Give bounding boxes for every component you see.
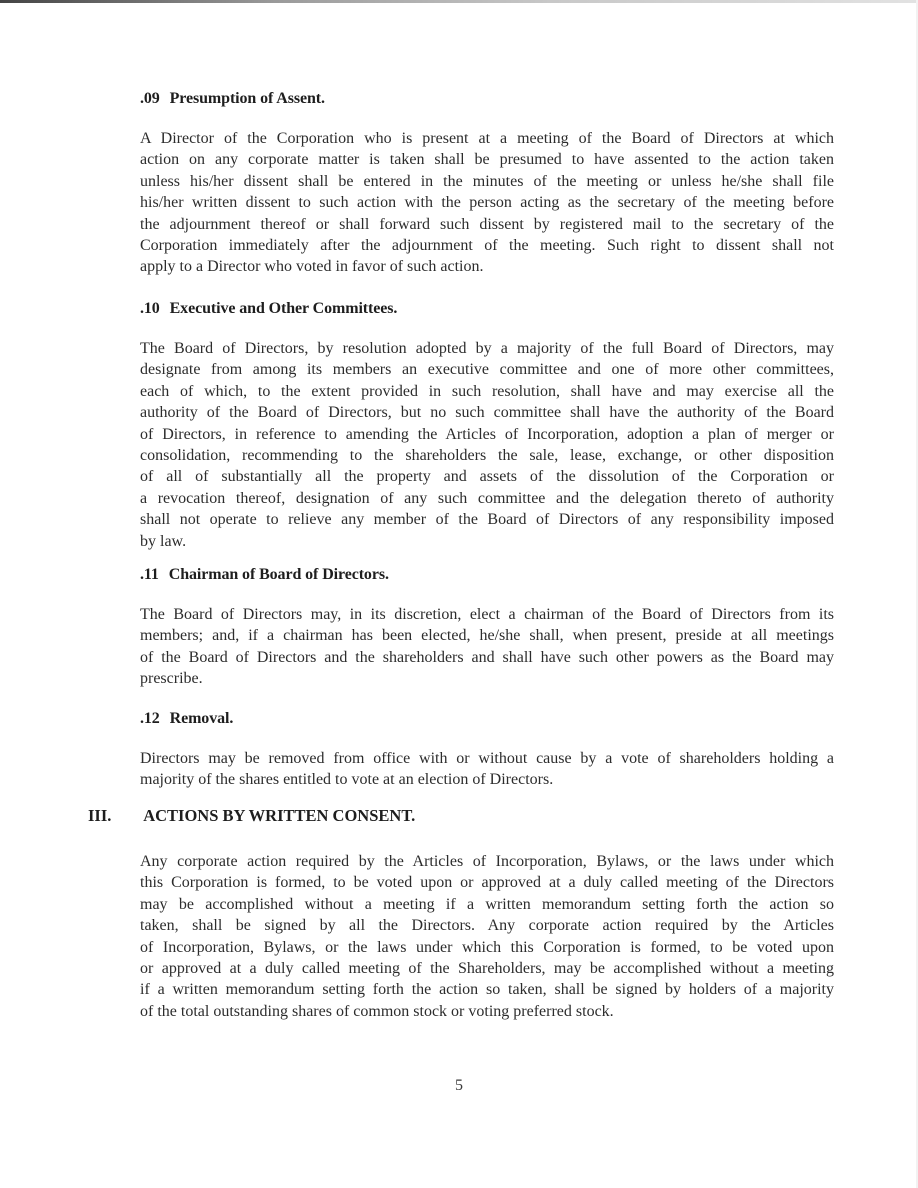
text-line: Any corporate action required by the Articles of Incorporation, Bylaws, or the laws under which xyxy=(140,853,834,870)
section-heading-executive-committees xyxy=(140,300,834,318)
section-title: Chairman of Board of Directors. xyxy=(168,566,389,583)
text-line: may be accomplished without a meeting if a written memorandum setting forth the action so xyxy=(140,895,834,913)
section-title: Executive and Other Committees. xyxy=(169,300,398,317)
text-line: members; and, if a chairman has been elected, he/she shall, when present, preside at all meetings xyxy=(140,627,834,645)
text-line: of the Board of Directors and the shareholders and shall have such other powers as the Board may xyxy=(140,648,834,666)
section-title: Removal. xyxy=(169,710,234,727)
text-line: of Directors, in reference to amending the Articles of Incorporation, adoption a plan of merger or xyxy=(140,425,834,443)
text-line: designate from among its members an executive committee and one of more other committees, xyxy=(140,361,834,379)
text-line: authority of the Board of Directors, but no such committee shall have the authority of the Board xyxy=(140,404,834,422)
text-line: of Incorporation, Bylaws, or the laws under which this Corporation is formed, to be voted upon xyxy=(140,938,834,956)
section-heading-presumption-of-assent xyxy=(140,90,834,108)
text-line: Directors may be removed from office with or without cause by a vote of shareholders holding a xyxy=(140,750,834,767)
section-body-removal xyxy=(140,748,834,791)
section-body-executive-committees xyxy=(140,338,834,552)
article-title: ACTIONS BY WRITTEN CONSENT. xyxy=(143,806,416,825)
text-line: Corporation immediately after the adjournment of the meeting. Such right to dissent shall not xyxy=(140,236,834,254)
article-heading-written-consent xyxy=(88,806,415,826)
section-number: .09 xyxy=(140,90,160,107)
text-line: this Corporation is formed, to be voted upon or approved at a duly called meeting of the Directors xyxy=(140,874,834,892)
text-line: each of which, to the extent provided in such resolution, shall have and may exercise all the xyxy=(140,382,834,400)
text-line: action on any corporate matter is taken shall be presumed to have assented to the action taken xyxy=(140,151,834,169)
text-line: if a written memorandum setting forth the action so taken, shall be signed by holders of a majority xyxy=(140,981,834,999)
text-line: The Board of Directors may, in its discretion, elect a chairman of the Board of Directors from its xyxy=(140,606,834,623)
text-line: shall not operate to relieve any member of the Board of Directors of any responsibility imposed xyxy=(140,511,834,529)
section-body-chairman xyxy=(140,604,834,690)
section-body-presumption-of-assent xyxy=(140,128,834,278)
text-line: apply to a Director who voted in favor of such action. xyxy=(140,258,484,276)
text-line: a revocation thereof, designation of any such committee and the delegation thereto of authority xyxy=(140,489,834,507)
section-heading-chairman xyxy=(140,566,834,584)
section-number: .10 xyxy=(140,300,160,317)
text-line: of all of substantially all the property and assets of the dissolution of the Corporation or xyxy=(140,468,834,486)
text-line: taken, shall be signed by all the Directors. Any corporate action required by the Articles xyxy=(140,917,834,935)
text-line: or approved at a duly called meeting of the Shareholders, may be accomplished without a meeting xyxy=(140,959,834,977)
text-line: The Board of Directors, by resolution adopted by a majority of the full Board of Directors, may xyxy=(140,340,834,357)
section-number: .12 xyxy=(140,710,160,727)
text-line: of the total outstanding shares of common stock or voting preferred stock. xyxy=(140,1002,614,1020)
text-line: the adjournment thereof or shall forward such dissent by registered mail to the secretary of the xyxy=(140,215,834,233)
section-title: Presumption of Assent. xyxy=(169,90,325,107)
text-line: consolidation, recommending to the shareholders the sale, lease, exchange, or other disposition xyxy=(140,446,834,464)
article-body-written-consent xyxy=(140,851,834,1022)
scan-edge-top xyxy=(0,0,918,3)
text-line: unless his/her dissent shall be entered in the minutes of the meeting or unless he/she shall file xyxy=(140,172,834,190)
section-heading-removal xyxy=(140,710,834,728)
page-number: 5 xyxy=(455,1077,463,1094)
text-line: majority of the shares entitled to vote at an election of Directors. xyxy=(140,771,554,789)
section-number: .11 xyxy=(140,566,159,583)
text-line: his/her written dissent to such action with the person acting as the secretary of the meeting before xyxy=(140,194,834,212)
text-line: by law. xyxy=(140,532,187,550)
article-numeral: III. xyxy=(88,806,112,825)
text-line: A Director of the Corporation who is present at a meeting of the Board of Directors at which xyxy=(140,130,834,147)
text-line: prescribe. xyxy=(140,670,203,688)
